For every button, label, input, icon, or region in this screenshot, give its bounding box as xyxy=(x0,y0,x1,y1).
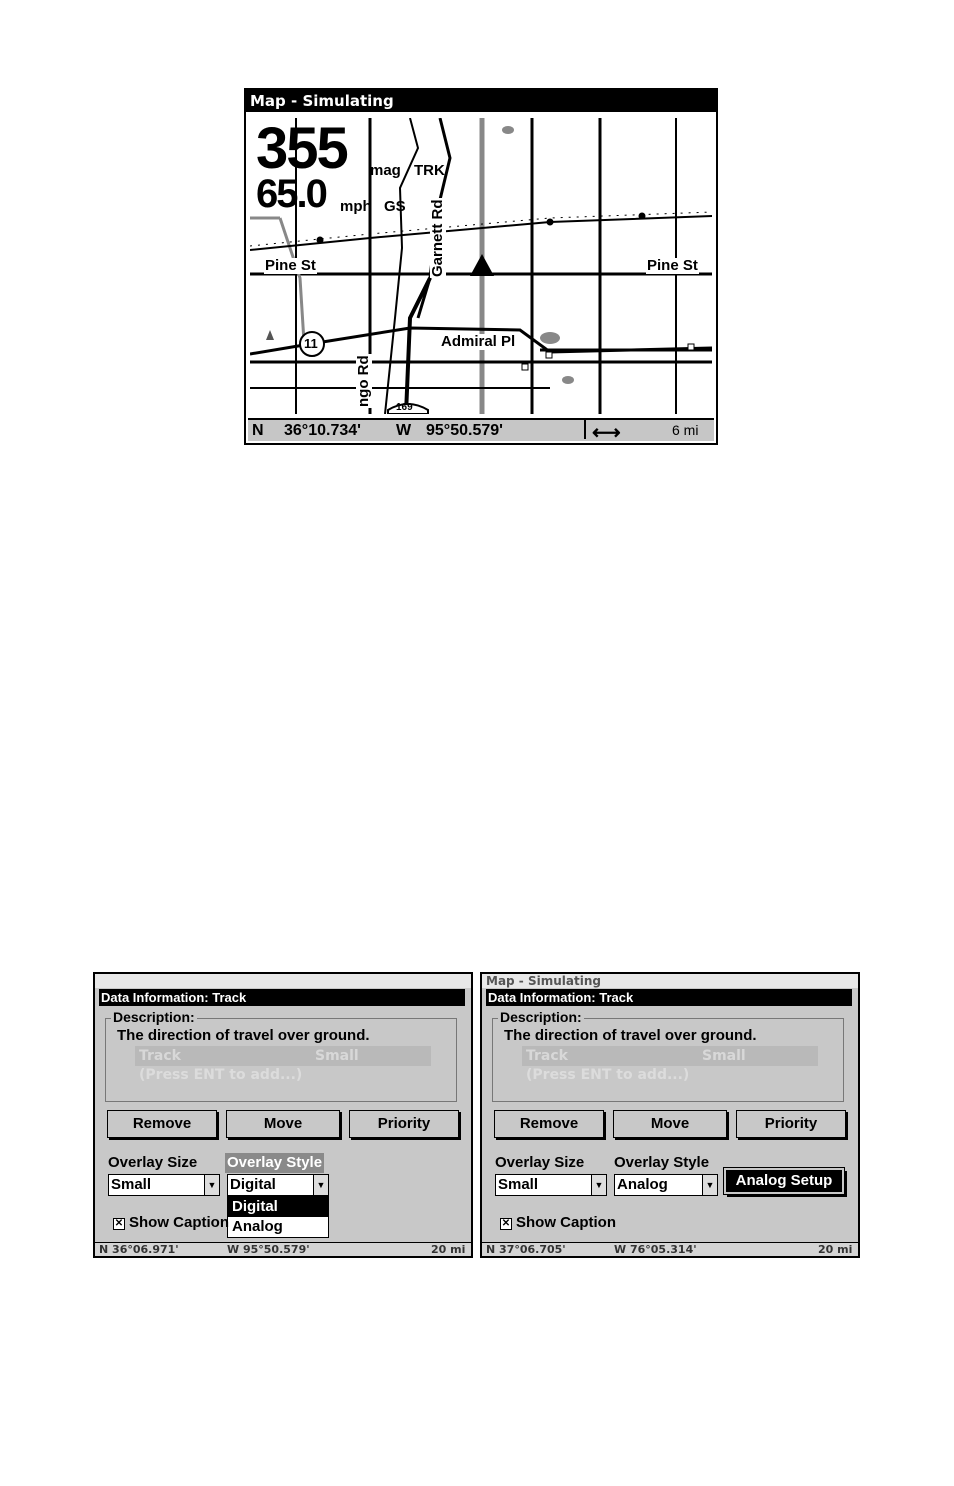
overlay-style-label: Overlay Style xyxy=(614,1154,710,1171)
overlay-style-dropdown[interactable] xyxy=(227,1196,329,1238)
show-caption-label: Show Caption xyxy=(516,1214,616,1231)
road-label-admiral-pl: Admiral Pl xyxy=(441,333,516,350)
dialog-title: Data Information: Track xyxy=(99,989,465,1006)
ghost-longitude: W 95°50.579' xyxy=(227,1243,310,1256)
map-screen xyxy=(244,88,718,445)
road-label-garnett-rd: Garnett Rd xyxy=(429,199,446,277)
highway-169-shield: 169 xyxy=(396,402,413,413)
show-caption-checkbox[interactable] xyxy=(500,1214,616,1231)
road-label-pine-st-right: Pine St xyxy=(647,257,698,274)
speed-label: GS xyxy=(384,198,406,215)
lat-hemisphere: N xyxy=(252,422,264,439)
chevron-down-icon[interactable]: ▼ xyxy=(313,1175,328,1195)
road-label-pine-st-left: Pine St xyxy=(265,257,316,274)
show-caption-checkbox[interactable] xyxy=(113,1214,229,1231)
description-label: Description: xyxy=(500,1009,582,1025)
overlay-size-value: Small xyxy=(498,1176,539,1193)
data-info-dialog-right xyxy=(480,972,860,1258)
zoom-level: 6 mi xyxy=(672,422,699,438)
overlay-style-label: Overlay Style xyxy=(227,1154,323,1171)
ghost-title: Map - Simulating xyxy=(482,974,858,988)
remove-button[interactable]: Remove xyxy=(494,1110,604,1138)
priority-button[interactable]: Priority xyxy=(736,1110,846,1138)
data-info-dialog-left xyxy=(93,972,473,1258)
lon-hemisphere: W xyxy=(396,422,412,439)
ghost-zoom: 20 mi xyxy=(818,1243,853,1256)
ghost-latitude: N 36°06.971' xyxy=(99,1243,179,1256)
ghost-row-name: Track xyxy=(139,1048,181,1064)
description-text: The direction of travel over ground. xyxy=(504,1027,757,1044)
ghost-row-size: Small xyxy=(702,1048,746,1064)
overlay-size-value: Small xyxy=(111,1176,152,1193)
remove-button[interactable]: Remove xyxy=(107,1110,217,1138)
dropdown-option-digital[interactable]: Digital xyxy=(228,1197,328,1217)
road-label-mingo-rd: ngo Rd xyxy=(355,355,372,407)
ghost-row-name: Track xyxy=(526,1048,568,1064)
heading-label: TRK xyxy=(414,162,445,179)
overlay-style-select[interactable] xyxy=(614,1174,718,1196)
heading-unit: mag xyxy=(370,162,401,179)
chevron-down-icon[interactable]: ▼ xyxy=(702,1175,717,1195)
overlay-style-value: Digital xyxy=(230,1176,276,1193)
map-status-bar xyxy=(248,418,714,444)
ghost-hint: (Press ENT to add...) xyxy=(139,1067,303,1083)
double-arrow-icon: ⟷ xyxy=(584,420,621,439)
heading-value: 355 xyxy=(256,118,347,181)
ghost-hint: (Press ENT to add...) xyxy=(526,1067,690,1083)
analog-setup-button[interactable]: Analog Setup xyxy=(724,1168,844,1194)
dialog-title: Data Information: Track xyxy=(486,989,852,1006)
priority-button[interactable]: Priority xyxy=(349,1110,459,1138)
chevron-down-icon[interactable]: ▼ xyxy=(591,1175,606,1195)
latitude: 36°10.734' xyxy=(284,422,361,439)
move-button[interactable]: Move xyxy=(613,1110,727,1138)
move-button[interactable]: Move xyxy=(226,1110,340,1138)
ghost-longitude: W 76°05.314' xyxy=(614,1243,697,1256)
speed-value: 65.0 xyxy=(256,172,326,216)
map-canvas[interactable] xyxy=(250,118,712,414)
overlay-style-select[interactable] xyxy=(227,1174,329,1196)
overlay-size-select[interactable] xyxy=(495,1174,607,1196)
description-label: Description: xyxy=(113,1009,195,1025)
checkbox-icon[interactable]: ✕ xyxy=(501,1218,511,1229)
map-title: Map - Simulating xyxy=(246,90,716,112)
ghost-title xyxy=(95,974,471,988)
ghost-list-row xyxy=(135,1046,431,1066)
ghost-list-row xyxy=(522,1046,818,1066)
overlay-size-label: Overlay Size xyxy=(108,1154,198,1171)
ghost-status-bar xyxy=(95,1242,471,1256)
overlay-size-select[interactable] xyxy=(108,1174,220,1196)
speed-unit: mph xyxy=(340,198,372,215)
highway-11-shield: 11 xyxy=(304,336,318,351)
longitude: 95°50.579' xyxy=(426,422,503,439)
ghost-zoom: 20 mi xyxy=(431,1243,466,1256)
checkbox-icon[interactable]: ✕ xyxy=(114,1218,124,1229)
overlay-size-label: Overlay Size xyxy=(495,1154,585,1171)
show-caption-label: Show Caption xyxy=(129,1214,229,1231)
dropdown-option-analog[interactable]: Analog xyxy=(232,1218,283,1235)
overlay-style-value: Analog xyxy=(617,1176,668,1193)
ghost-status-bar xyxy=(482,1242,858,1256)
description-text: The direction of travel over ground. xyxy=(117,1027,370,1044)
ghost-latitude: N 37°06.705' xyxy=(486,1243,566,1256)
chevron-down-icon[interactable]: ▼ xyxy=(204,1175,219,1195)
ghost-row-size: Small xyxy=(315,1048,359,1064)
